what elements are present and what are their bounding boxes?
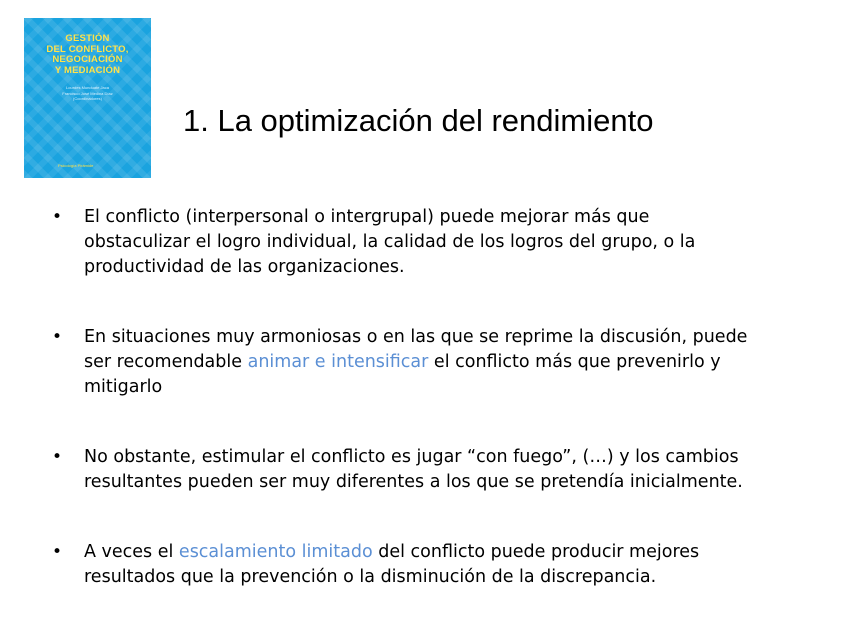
bullet-text: El conflicto (interpersonal o intergrupal) puede mejorar más que [84,207,650,227]
bullet-line [84,205,820,230]
book-cover-image [24,18,151,178]
bullet-icon: • [52,447,63,467]
bullet-text: productividad de las organizaciones. [84,257,405,277]
book-cover-author-line: Lourdes Munduate Jaca [66,85,109,90]
bullet-line [84,540,820,565]
book-cover-title-line: NEGOCIACIÓN [52,54,123,65]
bullet-list [50,205,820,590]
bullet-icon: • [52,207,63,227]
book-cover-title [24,34,151,76]
bullet-text: ser recomendable [84,352,248,372]
book-cover-publisher: Psicología Pirámide [58,163,94,168]
bullet-item [50,445,820,495]
bullet-text: del conflicto puede producir mejores [372,542,700,562]
bullet-icon: • [52,542,63,562]
bullet-line [84,470,820,495]
book-cover-title-line: Y MEDIACIÓN [54,64,121,76]
highlighted-text: animar e intensificar [247,352,429,372]
bullet-text: obstaculizar el logro individual, la calidad de los logros del grupo, o la [84,232,696,252]
book-cover-title-line: DEL CONFLICTO, [46,43,129,55]
bullet-text: mitigarlo [84,377,163,397]
bullet-line [84,565,820,590]
book-cover-title-line: GESTIÓN [65,33,110,44]
highlighted-text: escalamiento limitado [178,542,373,562]
bullet-line [84,230,820,255]
bullet-text: En situaciones muy armoniosas o en las que se reprime la discusión, puede [84,327,748,347]
bullet-text: No obstante, estimular el conflicto es jugar “con fuego”, (…) y los cambios [84,447,739,467]
slide-title: 1. La optimización del rendimiento [183,103,654,138]
bullet-line [84,255,820,280]
book-cover-authors [24,85,151,102]
bullet-line [84,350,820,375]
bullet-text: A veces el [84,542,179,562]
bullet-item [50,205,820,280]
bullet-line [84,325,820,350]
book-cover-author-line: (Coordinadores) [73,96,102,101]
bullet-item [50,540,820,590]
bullet-line [84,375,820,400]
bullet-text: resultados que la prevención o la disminución de la discrepancia. [84,567,657,587]
bullet-text: el conflicto más que prevenirlo y [428,352,721,372]
bullet-text: resultantes pueden ser muy diferentes a los que se pretendía inicialmente. [84,472,743,492]
book-cover-author-line: Francisco José Medina Díaz [62,90,113,96]
bullet-icon: • [52,327,63,347]
bullet-line [84,445,820,470]
bullet-item [50,325,820,400]
